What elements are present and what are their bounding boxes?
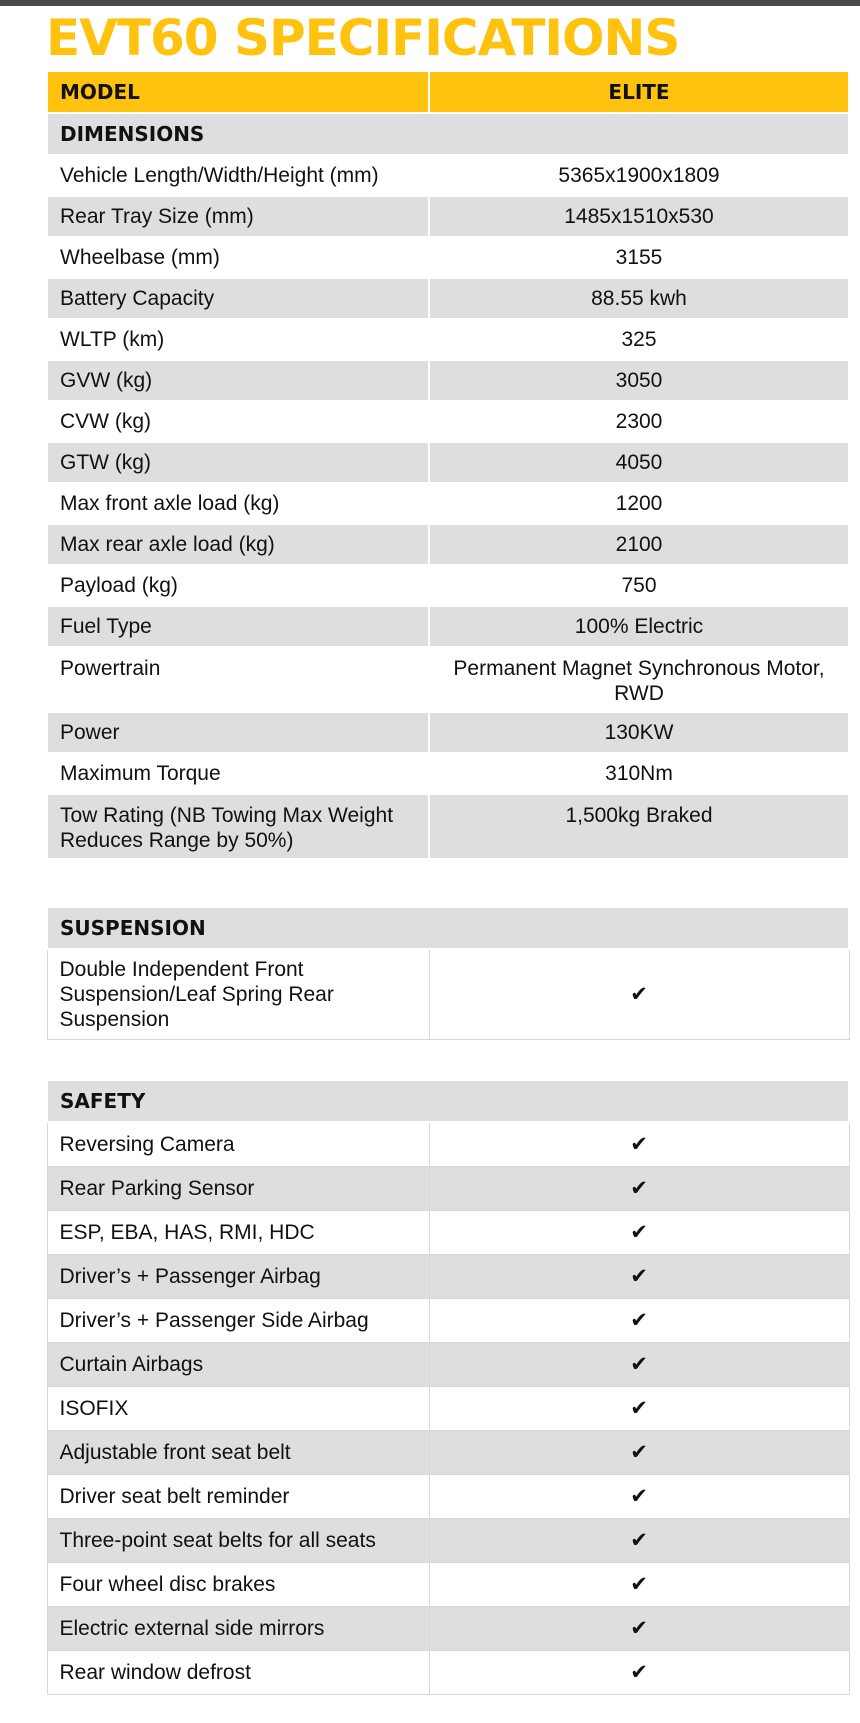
safety-table: [46, 1079, 850, 1695]
checkmark-icon: ✔: [429, 1166, 849, 1210]
spec-label: CVW (kg): [47, 401, 429, 442]
table-row: [47, 565, 849, 606]
table-row: [47, 442, 849, 483]
checkmark-icon: ✔: [429, 1606, 849, 1650]
dimensions-table: [46, 70, 850, 860]
spec-value: 1485x1510x530: [429, 196, 849, 237]
checkmark-icon: ✔: [429, 1122, 849, 1166]
table-row: [47, 524, 849, 565]
checkmark-icon: ✔: [429, 1430, 849, 1474]
checkmark-icon: ✔: [429, 1650, 849, 1694]
spec-label: Powertrain: [47, 647, 429, 712]
spec-label: Rear window defrost: [47, 1650, 429, 1694]
spec-label: Double Independent Front Suspension/Leaf Spring Rear Suspension: [47, 949, 429, 1039]
spec-label: Power: [47, 712, 429, 753]
spec-label: Rear Parking Sensor: [47, 1166, 429, 1210]
table-row: [47, 647, 849, 712]
table-row: [47, 1650, 849, 1694]
spec-label: Driver’s + Passenger Side Airbag: [47, 1298, 429, 1342]
checkmark-icon: ✔: [429, 1342, 849, 1386]
spec-label: Rear Tray Size (mm): [47, 196, 429, 237]
spec-value: 130KW: [429, 712, 849, 753]
spec-value: 4050: [429, 442, 849, 483]
table-row: [47, 1122, 849, 1166]
spec-label: GTW (kg): [47, 442, 429, 483]
spec-label: Max rear axle load (kg): [47, 524, 429, 565]
spec-value: 1200: [429, 483, 849, 524]
table-row: [47, 1210, 849, 1254]
table-row: [47, 794, 849, 859]
spec-value: 1,500kg Braked: [429, 794, 849, 859]
section-header-suspension: [47, 907, 849, 949]
checkmark-icon: ✔: [429, 949, 849, 1039]
table-row: [47, 278, 849, 319]
spec-label: Four wheel disc brakes: [47, 1562, 429, 1606]
spec-label: Curtain Airbags: [47, 1342, 429, 1386]
spec-label: Electric external side mirrors: [47, 1606, 429, 1650]
spec-label: GVW (kg): [47, 360, 429, 401]
spec-label: Fuel Type: [47, 606, 429, 647]
spec-label: Max front axle load (kg): [47, 483, 429, 524]
spec-label: Payload (kg): [47, 565, 429, 606]
table-row: [47, 753, 849, 794]
checkmark-icon: ✔: [429, 1386, 849, 1430]
spec-value: 325: [429, 319, 849, 360]
spec-value: 100% Electric: [429, 606, 849, 647]
page-title: EVT60 SPECIFICATIONS: [46, 9, 680, 67]
spec-value: 310Nm: [429, 753, 849, 794]
spec-label: Driver seat belt reminder: [47, 1474, 429, 1518]
table-row: [47, 483, 849, 524]
spec-label: Reversing Camera: [47, 1122, 429, 1166]
table-row: [47, 1474, 849, 1518]
table-row: [47, 1298, 849, 1342]
spec-label: ESP, EBA, HAS, RMI, HDC: [47, 1210, 429, 1254]
spec-value: Permanent Magnet Synchronous Motor, RWD: [429, 647, 849, 712]
checkmark-icon: ✔: [429, 1254, 849, 1298]
table-row: [47, 1430, 849, 1474]
spec-label: Vehicle Length/Width/Height (mm): [47, 155, 429, 196]
table-row: [47, 155, 849, 196]
spec-value: 5365x1900x1809: [429, 155, 849, 196]
model-header: MODEL: [47, 71, 429, 113]
spec-label: Adjustable front seat belt: [47, 1430, 429, 1474]
spec-value: 3050: [429, 360, 849, 401]
table-row: [47, 1606, 849, 1650]
spec-value: 2100: [429, 524, 849, 565]
section-header-safety: [47, 1080, 849, 1122]
spec-value: 88.55 kwh: [429, 278, 849, 319]
checkmark-icon: ✔: [429, 1518, 849, 1562]
table-row: [47, 949, 849, 1039]
spec-label: Three-point seat belts for all seats: [47, 1518, 429, 1562]
table-row: [47, 1562, 849, 1606]
spec-label: Driver’s + Passenger Airbag: [47, 1254, 429, 1298]
top-rule: [0, 0, 860, 6]
table-row: [47, 606, 849, 647]
section-title: SAFETY: [47, 1080, 849, 1122]
section-header-dimensions: [47, 113, 849, 155]
spec-label: Wheelbase (mm): [47, 237, 429, 278]
spec-value: 3155: [429, 237, 849, 278]
spec-value: 750: [429, 565, 849, 606]
table-row: [47, 196, 849, 237]
table-row: [47, 237, 849, 278]
section-title: DIMENSIONS: [47, 113, 849, 155]
checkmark-icon: ✔: [429, 1210, 849, 1254]
suspension-table: [46, 906, 850, 1040]
table-row: [47, 1386, 849, 1430]
table-row: [47, 1166, 849, 1210]
spec-value: 2300: [429, 401, 849, 442]
table-row: [47, 712, 849, 753]
spec-label: ISOFIX: [47, 1386, 429, 1430]
table-row: [47, 1518, 849, 1562]
section-title: SUSPENSION: [47, 907, 849, 949]
spec-label: Battery Capacity: [47, 278, 429, 319]
spec-label: WLTP (km): [47, 319, 429, 360]
table-row: [47, 319, 849, 360]
table-row: [47, 401, 849, 442]
spec-label: Maximum Torque: [47, 753, 429, 794]
table-row: [47, 360, 849, 401]
checkmark-icon: ✔: [429, 1562, 849, 1606]
spec-label: Tow Rating (NB Towing Max Weight Reduces Range by 50%): [47, 794, 429, 859]
table-row: [47, 1254, 849, 1298]
table-row: [47, 1342, 849, 1386]
table-header-row: [47, 71, 849, 113]
checkmark-icon: ✔: [429, 1474, 849, 1518]
checkmark-icon: ✔: [429, 1298, 849, 1342]
elite-header: ELITE: [429, 71, 849, 113]
